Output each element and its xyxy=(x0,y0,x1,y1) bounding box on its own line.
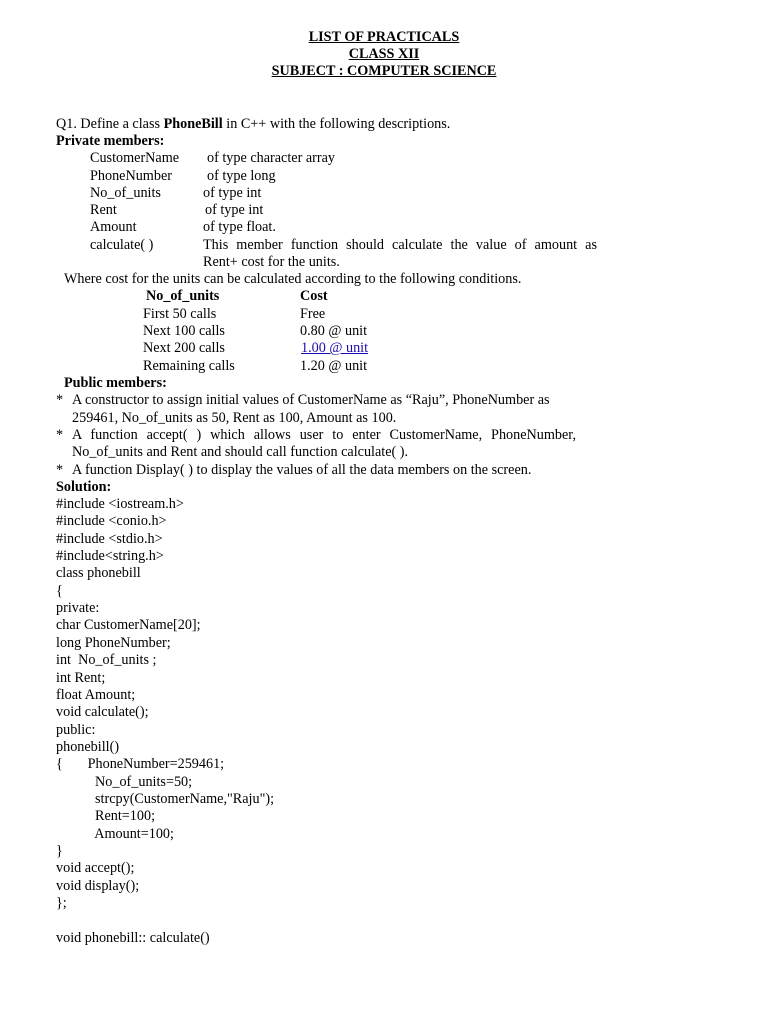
code-line: #include<string.h> xyxy=(56,548,164,565)
private-members-heading: Private members: xyxy=(56,133,165,149)
code-line: void display(); xyxy=(56,877,140,894)
bullet-text: A function accept( ) which allows user to enter CustomerName, PhoneNumber, xyxy=(72,427,576,443)
code-line: long PhoneNumber; xyxy=(56,634,171,651)
code-line: public: xyxy=(56,721,96,738)
code-line: void accept(); xyxy=(56,860,135,877)
code-line: void phonebill:: calculate() xyxy=(56,929,210,946)
code-line: phonebill() xyxy=(56,738,120,755)
code-line: int No_of_units ; xyxy=(56,652,157,669)
document-title: LIST OF PRACTICALS xyxy=(308,29,460,45)
code-line: #include <conio.h> xyxy=(56,513,167,530)
solution-heading: Solution: xyxy=(56,479,112,495)
member-name: PhoneNumber xyxy=(90,168,172,184)
member-type: This member function should calculate the value of amount as xyxy=(203,237,597,253)
bullet-marker: * xyxy=(56,392,64,408)
class-name: PhoneBill xyxy=(163,116,223,132)
code-line: } xyxy=(56,843,63,859)
bullet-text: A constructor to assign initial values of CustomerName as “Raju”, PhoneNumber as xyxy=(72,392,550,408)
table-header-cost: Cost xyxy=(300,288,328,304)
member-type: of type character array xyxy=(207,150,335,166)
code-line: char CustomerName[20]; xyxy=(56,617,201,634)
code-line: private: xyxy=(56,600,100,617)
bullet-text-continued: 259461, No_of_units as 50, Rent as 100, Amount as 100. xyxy=(72,410,397,426)
table-cell-cost-link[interactable]: 1.00 @ unit xyxy=(301,340,369,356)
table-cell-units: Next 200 calls xyxy=(143,340,225,356)
code-line: void calculate(); xyxy=(56,704,149,721)
table-cell-cost: Free xyxy=(300,306,326,322)
code-line: int Rent; xyxy=(56,669,106,686)
code-line: { xyxy=(56,582,63,599)
code-line: #include <iostream.h> xyxy=(56,496,184,512)
bullet-marker: * xyxy=(56,462,64,478)
conditions-text: Where cost for the units can be calculated according to the following conditions. xyxy=(64,271,522,287)
member-type: of type float. xyxy=(203,219,276,235)
code-line: class phonebill xyxy=(56,565,141,582)
code-line: float Amount; xyxy=(56,686,136,703)
member-name: calculate( ) xyxy=(90,237,154,253)
code-line: No_of_units=50; xyxy=(56,773,193,790)
member-type-continued: Rent+ cost for the units. xyxy=(203,254,340,270)
code-line: Amount=100; xyxy=(56,825,174,842)
member-type: of type int xyxy=(205,202,264,218)
table-cell-cost: 0.80 @ unit xyxy=(300,323,368,339)
public-members-heading: Public members: xyxy=(64,375,167,391)
code-line: Rent=100; xyxy=(56,808,156,825)
bullet-text: A function Display( ) to display the values of all the data members on the screen. xyxy=(72,462,532,478)
code-line: { PhoneNumber=259461; xyxy=(56,756,225,773)
subject-heading: SUBJECT : COMPUTER SCIENCE xyxy=(271,63,497,79)
member-name: Amount xyxy=(90,219,137,235)
table-header-units: No_of_units xyxy=(146,288,220,304)
bullet-text-continued: No_of_units and Rent and should call function calculate( ). xyxy=(72,444,409,460)
code-line: #include <stdio.h> xyxy=(56,530,163,547)
member-name: No_of_units xyxy=(90,185,161,201)
member-type: of type int xyxy=(203,185,262,201)
class-heading: CLASS XII xyxy=(348,46,420,62)
member-type: of type long xyxy=(207,168,276,184)
member-name: CustomerName xyxy=(90,150,180,166)
question-text: Q1. Define a class PhoneBill in C++ with the following descriptions. xyxy=(56,116,451,132)
member-name: Rent xyxy=(90,202,117,218)
table-cell-units: Next 100 calls xyxy=(143,323,225,339)
table-cell-units: Remaining calls xyxy=(143,358,235,374)
table-cell-units: First 50 calls xyxy=(143,306,217,322)
code-line: strcpy(CustomerName,"Raju"); xyxy=(56,790,275,807)
code-line: }; xyxy=(56,895,67,912)
table-cell-cost: 1.20 @ unit xyxy=(300,358,368,374)
bullet-marker: * xyxy=(56,427,64,443)
